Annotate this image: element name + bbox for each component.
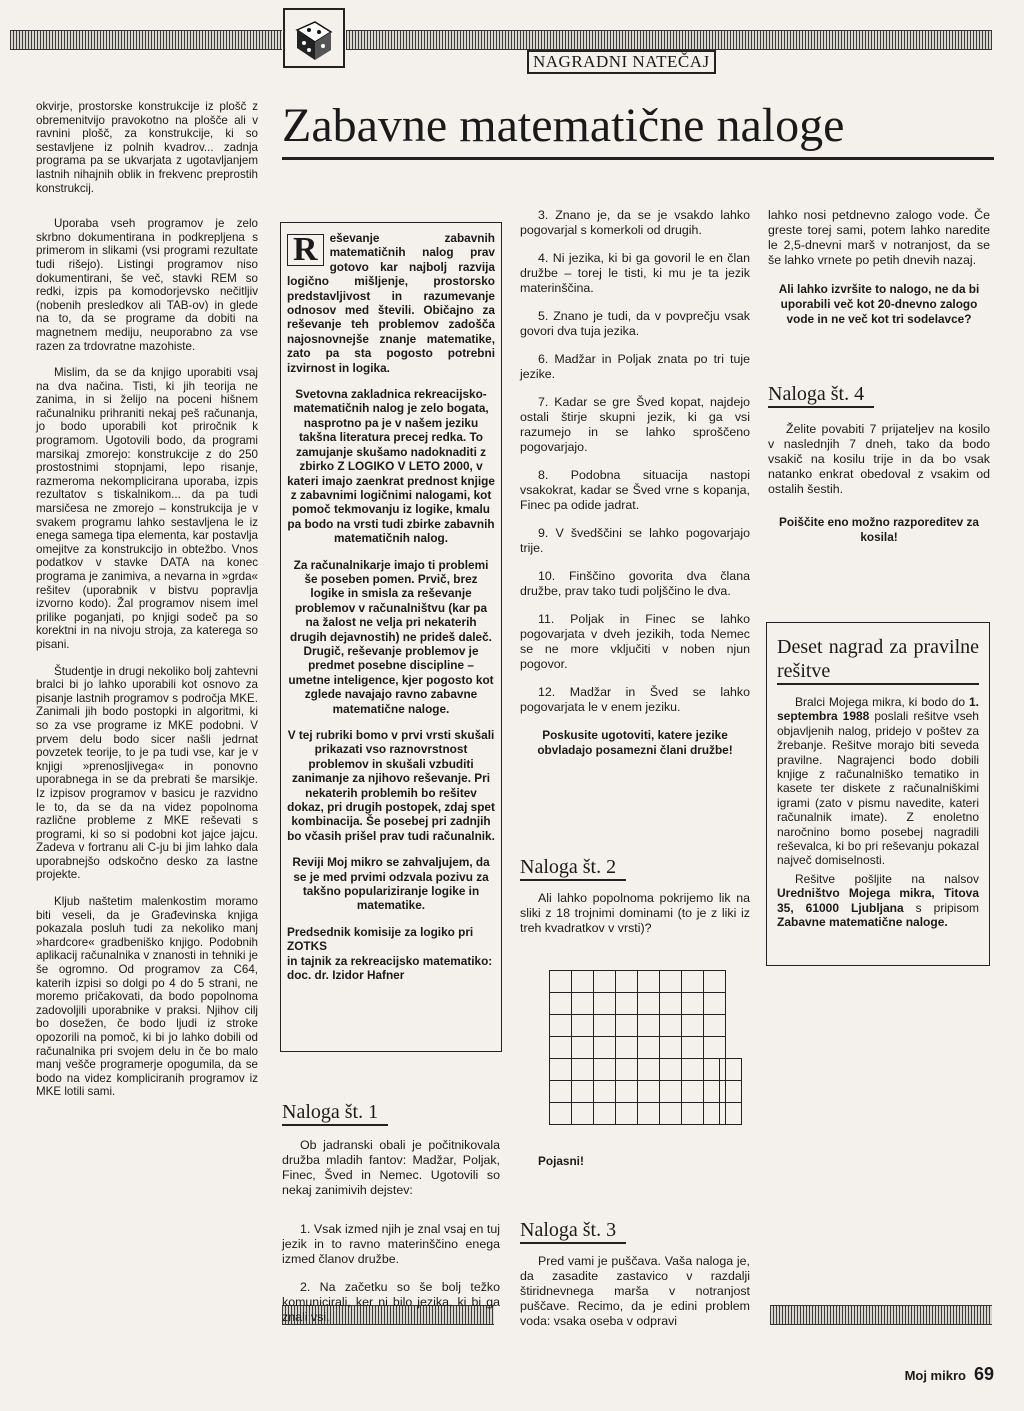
naloga-3 xyxy=(520,1218,750,1329)
naloga-1-heading: Naloga št. 1 xyxy=(282,1100,388,1126)
naloga-2 xyxy=(520,855,750,936)
article-paragraph: Mislim, da se da knjigo uporabiti vsaj na dva načina. Tisti, ki jih teorija ne zanima, in si želijo na poceni hišnem računalniku prihraniti nekaj peš računanja, jo bodo uporabili kot priročnik k programom. Ugotovili bodo, da programi marsikaj zmorejo: konstrukcije z do 250 prostostnimi stopnjami, lepo risanje, razmeroma nekomplicirana uporaba, izpis rezultatov s tiskalnikom... da pa tudi marsičesa ne zmorejo – konstrukcija je v svakem programu lahko sestavljena le iz enega samega tipa elementa, kar postavlja omejitve za konstrukcijo in obtežbo. Vnos podatkov v stavke DATA na konec programa je zanimiva, a nevarna in »grda« rešitev (uporabnik v bistvu popravlja izvorno kodo). Žal programov nisem imel prilike poganjati, po knjigi sodeč pa so korektni in na nivoju stroja, za katerega so pisani. xyxy=(36,366,258,651)
naloga-2-explain: Pojasni! xyxy=(538,1154,584,1168)
prize-text: Bralci Mojega mikra, ki bodo do 1. septembra 1988 poslali rešitve vseh objavljenih nalog, pridejo v poštev za žrebanje. Rešitve morajo biti seveda pravilne. Nagrajenci bodo dobili knjige z računalniško tematiko in kasete ter diskete z računalniškimi igrami (zato v pismu navedite, kateri računalnik imate). Z enoletno naročnino bomo posebej nagradili reševalca, ki bo pri reševanju pokazal največ domiselnosti. xyxy=(777,695,979,868)
naloga-1-item: 6. Madžar in Poljak znata po tri tuje jezike. xyxy=(520,352,750,381)
intro-first-paragraph: R eševanje zabavnih matematičnih nalog prav gotovo kar najbolj razvija logično mišljenje, prostorsko predstavljivost in razumevanje odnosov med števili. Običajno za reševanje teh problemov zadošča najosnovnejše znanje matematike, zato pa sta pogosto potrebni izvirnost in logika. xyxy=(287,231,495,375)
header-stripe-right xyxy=(346,30,992,50)
page-number: 69 xyxy=(973,1364,994,1384)
naloga-3-text: Pred vami je puščava. Vaša naloga je, da zasadite zastavico v razdalji štiridnevnega marša v notranjost puščave. Recimo, da je edini problem voda: vsaka oseba v odpravi xyxy=(520,1254,750,1328)
naloga-1-item: 12. Madžar in Šved se lahko pogovarjata le v enem jeziku. xyxy=(520,685,750,714)
intro-paragraph: Za računalnikarje imajo ti problemi še poseben pomen. Prvič, brez logike in smisla za reševanje problemov v računalništvu (kar pa na žalost ne velja pri nekaterih drugih dejavnostih) ne prideš daleč. Drugič, reševanje problemov je predmet posebne discipline – umetne inteligence, kjer pogosto kot zglede navajajo ravno zabavne matematične naloge. xyxy=(288,557,494,716)
naloga-1-item: 10. Finščino govorita dva člana družbe, prav tako tudi poljščino le dva. xyxy=(520,569,750,598)
naloga-1-item: 2. Na začetku so še bolj težko komunicirali, ker ni bilo jezika, ki bi ga znali vsi. xyxy=(282,1280,500,1324)
section-label: NAGRADNI NATEČAJ xyxy=(527,50,716,74)
domino-figure xyxy=(549,970,726,1125)
naloga-3-question: Ali lahko izvršite to nalogo, ne da bi uporabili več kot 20-dnevno zalogo vode in ne več kot tri sodelavce? xyxy=(778,282,980,326)
left-article-column xyxy=(36,100,258,1112)
article-paragraph: Študentje in drugi nekoliko bolj zahtevni bralci bi jo lahko uporabili kot osnovo za pisanje lastnih programov s področja MKE. Zanimali jih bodo postopki in algoritmi, ki so za vse programe iz MKE podobni. V prvem delu bodo sicer našli jedrnat povzetek teorije, to je pa tudi vse, kar je v knjigi »prenosljivega« in ponovno uporabnega in se da prebrati še marsikje. Iz izpisov programov v basicu je razvidno le to, da se da na videz popolnoma različne probleme z MKE reševati s programi, ki so si podobni kot jajce jajcu. Zadeva v fortranu ali C-ju bi jim lahko dala uporabnejšo odskočno desko za lastne projekte. xyxy=(36,664,258,882)
article-paragraph: okvirje, prostorske konstrukcije iz plošč z obremenitvijo pravokotno na plošče ali v ravnini plošč, za konstrukcije, ki so sestavljene iz polnih kvadrov... zadnja programa pa se ukvarjata z ugotavljanjem lastnih nihajnih oblik in frekvenc preprostih konstrukcij. xyxy=(36,100,258,195)
naloga-1-item: 4. Ni jezika, ki bi ga govoril le en član družbe – torej le tisti, ki mu je ta jezik materinščina. xyxy=(520,251,750,295)
naloga-1-intro: Ob jadranski obali je počitnikovala družba mladih fantov: Madžar, Poljak, Finec, Šved in Nemec. Ugotovili so nekaj zanimivih dejstev: xyxy=(282,1138,500,1197)
naloga-1-item: 1. Vsak izmed njih je znal vsaj en tuj jezik in to ravno materinščino enega izmed članov družbe. xyxy=(282,1222,500,1266)
intro-paragraph: Svetovna zakladnica rekreacijsko-matematičnih nalog je zelo bogata, nasprotno pa je v našem jeziku takšna literatura precej redka. To zamujanje skušamo nadoknaditi z zbirko Z LOGIKO V LETO 2000, v kateri imajo zaenkrat prednost knjige z zabavnimi logičnimi nalogami, kot pomoč tekmovanju iz logike, kmalu pa bodo na vrsti tudi zbirke zabavnih matematičnih nalog. xyxy=(287,387,495,546)
naloga-1 xyxy=(282,1100,500,1338)
naloga-1-item: 7. Kadar se gre Šved kopat, najdejo ostali štirje skupni jezik, ki ga vsi razumejo in se lahko sproščeno pogovarjajo. xyxy=(520,395,750,454)
header-stripe-left xyxy=(10,30,282,50)
prize-address: Rešitve pošljite na nalsov Uredništvo Mojega mikra, Titova 35, 61000 Ljubljana s pripisom Zabavne matematične naloge. xyxy=(777,871,979,930)
intro-box xyxy=(280,222,502,1052)
naloga-1-item: 8. Podobna situacija nastopi vsakokrat, kadar se Šved vrne s kopanja, Finec pa odide jadrat. xyxy=(520,468,750,512)
naloga-4-text: Želite povabiti 7 prijateljev na kosilo v naslednjih 7 dneh, tako da bodo vsakič na kosilu trije in da bo vsak natanko enkrat obedoval z vsakim od ostalih šestih. xyxy=(768,422,990,496)
dice-icon xyxy=(283,8,345,68)
naloga-3-continuation: lahko nosi petdnevno zalogo vode. Če greste torej sami, potem lahko naredite le 2,5-dnevni marš v notranjost, da se še lahko vrnete po petih dnevih nazaj. xyxy=(768,208,990,267)
page-footer xyxy=(905,1364,994,1385)
article-paragraph: Kljub naštetim malenkostim moramo biti veseli, da je Građevinska knjiga pokazala posluh tudi za nekoliko manj »hardcore« gradbeniško knjigo. Podobnih aplikacij računalnika v znanosti in tehniki je še ogromno. Od programov za C64, katerih izpisi so dolgi po 4 do 5 strani, ne moremo pričakovati, da bodo popolnoma zadovoljili uporabnike v praksi. Njihov cilj bo dosežen, če bodo ljudi iz stroke opozorili na pomoč, ki bi jo lahko dobili od računalnika pri svojem delu in če bo malo manj vešče programerje opogumila, da se bodo na videz kompliciranih programov iz MKE lotili sami. xyxy=(36,895,258,1099)
naloga-4-heading: Naloga št. 4 xyxy=(768,382,874,408)
prize-box xyxy=(766,622,990,966)
signature: Predsednik komisije za logiko pri ZOTKS in tajnik za rekreacijsko matematiko: doc. dr. Izidor Hafner xyxy=(287,924,493,983)
naloga-2-heading: Naloga št. 2 xyxy=(520,855,626,881)
naloga-1-item: 5. Znano je tudi, da v povprečju vsak govori dva tuja jezika. xyxy=(520,309,750,338)
naloga-1-continued xyxy=(520,208,750,771)
naloga-1-question: Poskusite ugotoviti, katere jezike obvladajo posamezni člani družbe! xyxy=(537,728,733,757)
naloga-3-continued xyxy=(768,208,990,340)
naloga-4 xyxy=(768,382,990,558)
footer-stripe-right xyxy=(770,1305,992,1325)
naloga-1-item: 9. V švedščini se lahko pogovarjajo trije. xyxy=(520,526,750,555)
naloga-4-question: Poiščite eno možno razporeditev za kosila! xyxy=(779,515,979,544)
page-title: Zabavne matematične naloge xyxy=(282,95,994,160)
intro-paragraph: V tej rubriki bomo v prvi vrsti skušali prikazati vso raznovrstnost problemov in skušali vzbuditi zanimanje za njihovo reševanje. Pri nekaterih problemih bo rešitev dokaz, pri drugih postopek, zdaj spet kombinacija. Še posebej pri zadnjih bo včasih prišel prav tudi računalnik. xyxy=(287,728,495,843)
magazine-name: Moj mikro xyxy=(904,1368,966,1383)
naloga-1-item: 3. Znano je, da se je vsakdo lahko pogovarjal s komerkoli od drugih. xyxy=(520,208,750,237)
naloga-2-text: Ali lahko popolnoma pokrijemo lik na sliki z 18 trojnimi dominami (to je z liki iz treh kvadratkov v vrsti)? xyxy=(520,891,750,935)
domino-figure-extension xyxy=(719,1058,742,1125)
intro-paragraph: Reviji Moj mikro se zahvaljujem, da se je med prvimi odzvala pozivu za takšno populariziranje logike in matematike. xyxy=(292,855,490,913)
naloga-1-item: 11. Poljak in Finec se lahko pogovarjata v dveh jezikih, toda Nemec se ne more vključiti v noben njun pogovor. xyxy=(520,612,750,671)
naloga-3-heading: Naloga št. 3 xyxy=(520,1218,626,1244)
prize-heading: Deset nagrad za pravilne rešitve xyxy=(777,635,979,685)
dropcap: R xyxy=(287,234,324,266)
article-paragraph: Uporaba vseh programov je zelo skrbno dokumentirana in podkrepljena s primerom in slikami (vsi programi rezultate tudi rišejo). Listingi programov niso dokumentirani, še več, stavki REM so redki, izpis pa komodorjevsko nečitljiv (nobenih presledkov ali TAB-ov) in glede na to, da se programe da dobiti na magnetnem mediju, neuporabno za vse razen za trdovratne mazohiste. xyxy=(36,217,258,353)
